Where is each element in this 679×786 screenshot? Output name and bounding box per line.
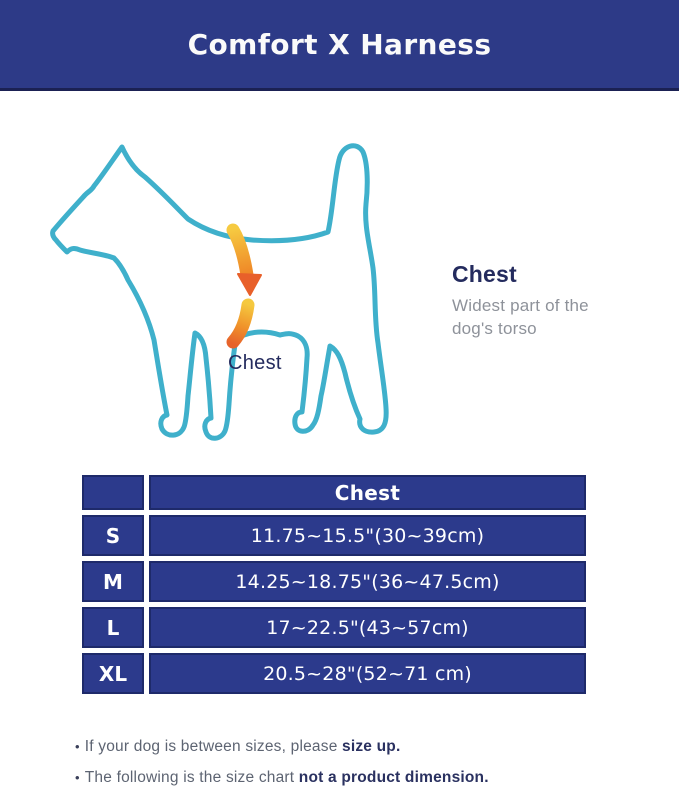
- note-bold-text: size up.: [342, 738, 401, 755]
- info-description: Widest part of the dog's torso: [452, 296, 589, 338]
- chest-info-block: [452, 261, 622, 340]
- header-banner: [0, 0, 679, 91]
- size-chart-table: [82, 475, 586, 694]
- table-value-cell-l: 17~22.5"(43~57cm): [149, 607, 586, 648]
- table-value-cell-xl: 20.5~28"(52~71 cm): [149, 653, 586, 694]
- table-size-cell-m: M: [82, 561, 144, 602]
- note-text: The following is the size chart: [84, 769, 299, 786]
- page-title: Comfort X Harness: [187, 27, 492, 61]
- table-corner-cell: [82, 475, 144, 510]
- bullet-icon: •: [75, 739, 80, 754]
- table-size-cell-s: S: [82, 515, 144, 556]
- dog-outline-illustration: [40, 128, 440, 468]
- table-size-cell-l: L: [82, 607, 144, 648]
- table-size-cell-xl: XL: [82, 653, 144, 694]
- note-not-product-dimension: [75, 769, 489, 786]
- note-text: If your dog is between sizes, please: [84, 738, 343, 755]
- table-header-chest: Chest: [149, 475, 586, 510]
- dog-body-outline: [53, 146, 387, 439]
- note-bold-text: not a product dimension.: [298, 769, 489, 786]
- note-size-up: [75, 738, 489, 756]
- chest-measure-label: Chest: [228, 352, 282, 374]
- bullet-icon: •: [75, 770, 80, 785]
- info-title: Chest: [452, 261, 517, 287]
- footnotes: [75, 738, 489, 786]
- table-value-cell-s: 11.75~15.5"(30~39cm): [149, 515, 586, 556]
- table-value-cell-m: 14.25~18.75"(36~47.5cm): [149, 561, 586, 602]
